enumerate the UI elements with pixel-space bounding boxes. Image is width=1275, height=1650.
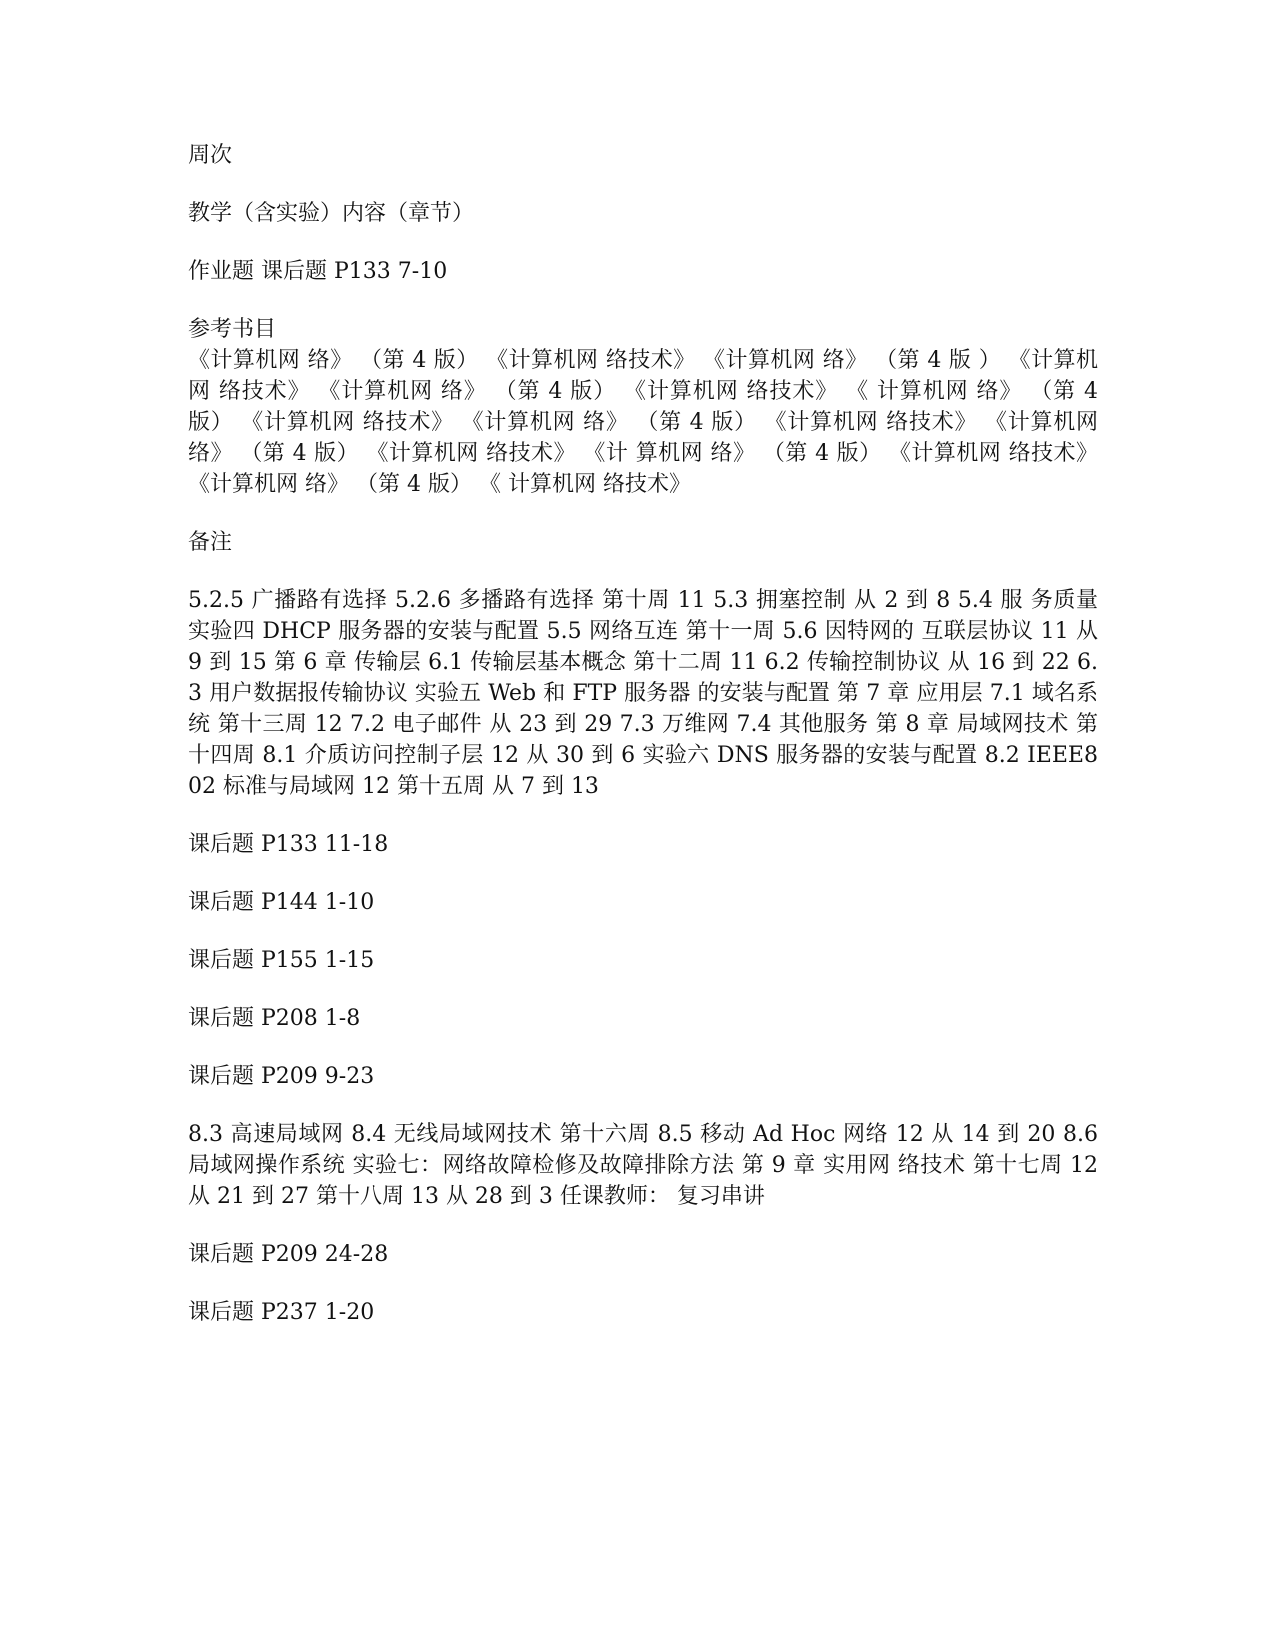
week-label: 周次 — [188, 143, 233, 168]
references-text: 《计算机网 络》 （第 4 版） 《计算机网 络技术》 《计算机网 络》 （第 4 版 ） 《计算机网 络技术》 《计算机网 络》 （第 4 版） 《计算机网 络技术》 《 计算机网 络》 （第 4 版） 《计算机网 络技术》 《计算机网 络》 （第 4 版） 《计算机网 络技术》 《计算机网 络》 （第 4 版） 《计算机网 络技术》 《计 算机网 络》 （第 4 版） 《计算机网 络技术》 《计算机网 络》 （第 4 版） 《 计算机网 络技术》 — [188, 348, 1098, 497]
exercise-7: 课后题 P237 1-20 — [188, 1300, 375, 1325]
exercise-6: 课后题 P209 24-28 — [188, 1242, 389, 1267]
content-label: 教学（含实验）内容（章节） — [188, 201, 475, 226]
exercise-3: 课后题 P155 1-15 — [188, 948, 375, 973]
exercise-5: 课后题 P209 9-23 — [188, 1064, 375, 1089]
document-body — [188, 140, 1098, 1355]
references-label: 参考书目 — [188, 317, 277, 342]
schedule-text-2: 8.3 高速局域网 8.4 无线局域网技术 第十六周 8.5 移动 Ad Hoc 网络 12 从 14 到 20 8.6 局域网操作系统 实验七：网络故障检修及故障排除方法 第 9 章 实用网 络技术 第十七周 12 从 21 到 27 第十八周 13 从 28 到 3 任课教师： 复习串讲 — [188, 1122, 1098, 1209]
exercise-1: 课后题 P133 11-18 — [188, 832, 389, 857]
remarks-label: 备注 — [188, 530, 233, 555]
schedule-text-1: 5.2.5 广播路有选择 5.2.6 多播路有选择 第十周 11 5.3 拥塞控制 从 2 到 8 5.4 服 务质量 实验四 DHCP 服务器的安装与配置 5.5 网络互连 第十一周 5.6 因特网的 互联层协议 11 从 9 到 15 第 6 章 传输层 6.1 传输层基本概念 第十二周 11 6.2 传输控制协议 从 16 到 22 6.3 用户数据报传输协议 实验五 Web 和 FTP 服务器 的安装与配置 第 7 章 应用层 7.1 域名系统 第十三周 12 7.2 电子邮件 从 23 到 29 7.3 万维网 7.4 其他服务 第 8 章 局域网技术 第十四周 8.1 介质访问控制子层 12 从 30 到 6 实验六 DNS 服务器的安装与配置 8.2 IEEE802 标准与局域网 12 第十五周 从 7 到 13 — [188, 588, 1098, 799]
exercise-2: 课后题 P144 1-10 — [188, 890, 375, 915]
homework-label: 作业题 课后题 P133 7-10 — [188, 259, 448, 284]
exercise-4: 课后题 P208 1-8 — [188, 1006, 361, 1031]
